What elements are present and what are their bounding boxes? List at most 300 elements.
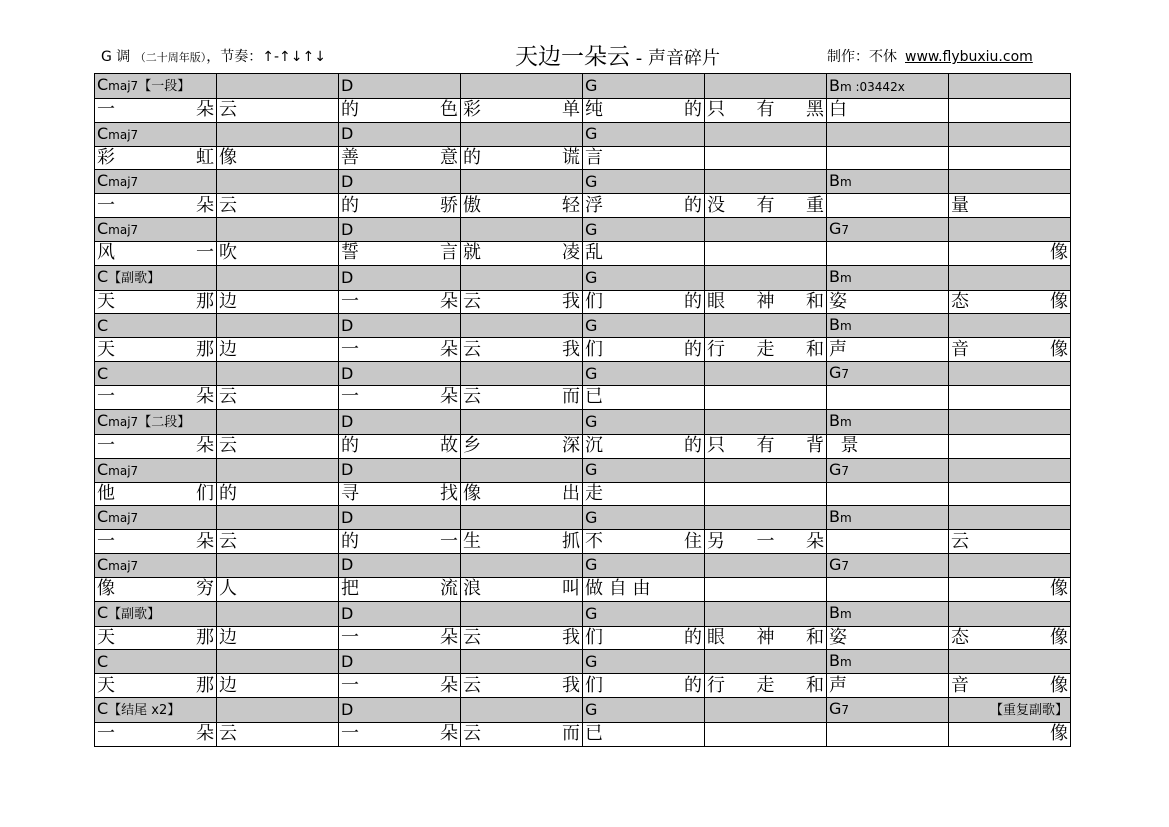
lyric-cell bbox=[583, 434, 705, 458]
lyric-row bbox=[95, 626, 1071, 650]
chord-name: B bbox=[829, 75, 840, 95]
lyric-chars bbox=[585, 483, 702, 505]
lyric-cell bbox=[95, 146, 217, 170]
chord-cell bbox=[217, 506, 339, 530]
chord-cell bbox=[95, 265, 217, 290]
lyric-cell bbox=[949, 99, 1071, 123]
lyric-cell bbox=[339, 722, 461, 746]
lyric-cell bbox=[827, 482, 949, 506]
lyric-chars bbox=[463, 578, 580, 600]
lyric-chars bbox=[951, 339, 1068, 361]
lyric-chars bbox=[341, 627, 458, 649]
lyric-chars bbox=[829, 483, 946, 505]
chord-cell bbox=[95, 650, 217, 674]
lyric-char: 天 bbox=[97, 291, 115, 313]
lyric-char: 的 bbox=[684, 338, 702, 360]
chord-cell bbox=[949, 650, 1071, 674]
lyric-char: 景 bbox=[829, 435, 859, 457]
lyric-chars bbox=[463, 386, 580, 408]
lyric-char: 乡 bbox=[463, 435, 481, 457]
lyric-char: 骄 bbox=[440, 194, 458, 216]
chord-cell bbox=[339, 265, 461, 290]
chord-cell bbox=[339, 409, 461, 434]
chord-cell bbox=[827, 650, 949, 674]
lyric-char: 深 bbox=[562, 435, 580, 457]
lyric-char: 量 bbox=[951, 194, 969, 216]
lyric-chars bbox=[951, 386, 1068, 408]
lyric-chars bbox=[97, 483, 214, 505]
chord-name: G bbox=[585, 555, 598, 575]
lyric-cell bbox=[339, 242, 461, 266]
chord-cell bbox=[705, 409, 827, 434]
lyric-char: 云 bbox=[219, 386, 237, 408]
lyric-chars bbox=[463, 291, 580, 313]
chord-cell bbox=[827, 601, 949, 626]
lyric-chars bbox=[219, 435, 336, 457]
lyric-char: 浮 bbox=[585, 194, 603, 216]
chord-cell bbox=[583, 218, 705, 242]
lyric-chars bbox=[463, 435, 580, 457]
chord-cell bbox=[949, 362, 1071, 386]
lyric-char: 住 bbox=[684, 530, 702, 552]
lyric-char: 一 bbox=[97, 723, 115, 745]
lyric-row bbox=[95, 146, 1071, 170]
chord-cell bbox=[95, 601, 217, 626]
section-label: 【重复副歌】 bbox=[989, 702, 1068, 718]
lyric-cell bbox=[583, 626, 705, 650]
lyric-chars bbox=[585, 99, 702, 121]
lyric-char: 找 bbox=[440, 482, 458, 504]
lyric-chars bbox=[707, 483, 824, 505]
lyric-char: 朵 bbox=[440, 291, 458, 313]
lyric-char: 而 bbox=[562, 386, 580, 408]
lyric-chars bbox=[707, 531, 824, 553]
lyric-chars bbox=[585, 195, 702, 217]
lyric-char: 天 bbox=[97, 626, 115, 648]
lyric-char: 一 bbox=[756, 530, 775, 552]
lyric-char: 善 bbox=[341, 147, 359, 169]
lyric-cell bbox=[705, 290, 827, 314]
lyric-cell bbox=[339, 146, 461, 170]
lyric-row bbox=[95, 482, 1071, 506]
lyric-char: 眼 bbox=[707, 626, 725, 648]
chord-cell bbox=[827, 265, 949, 290]
lyric-cell bbox=[95, 386, 217, 410]
chord-name: B bbox=[829, 651, 840, 671]
lyric-char: 神 bbox=[756, 291, 775, 313]
lyric-cell bbox=[461, 290, 583, 314]
chord-cell bbox=[827, 170, 949, 194]
lyric-cell bbox=[705, 99, 827, 123]
chord-name: D bbox=[341, 507, 354, 527]
lyric-chars bbox=[707, 723, 824, 745]
chord-cell bbox=[95, 218, 217, 242]
lyric-chars bbox=[341, 99, 458, 121]
lyric-cell bbox=[461, 386, 583, 410]
lyric-cell bbox=[949, 530, 1071, 554]
chord-cell bbox=[949, 601, 1071, 626]
lyric-cell bbox=[95, 577, 217, 601]
lyric-row bbox=[95, 194, 1071, 218]
lyric-chars bbox=[341, 723, 458, 745]
lyric-cell bbox=[217, 386, 339, 410]
lyric-char: 朵 bbox=[196, 386, 214, 408]
lyric-char: 那 bbox=[196, 674, 214, 696]
lyric-char: 声 bbox=[829, 674, 847, 696]
section-label: 【结尾 x2】 bbox=[108, 702, 181, 718]
chord-cell bbox=[339, 553, 461, 577]
chord-suffix: 7 bbox=[841, 223, 850, 238]
chord-name: G bbox=[585, 460, 598, 479]
lyric-char: 只 bbox=[707, 99, 725, 121]
rhythm-label: ，节奏： bbox=[206, 49, 263, 65]
lyric-char: 云 bbox=[219, 435, 237, 457]
lyric-cell bbox=[949, 577, 1071, 601]
lyric-cell bbox=[949, 674, 1071, 698]
lyric-cell bbox=[95, 626, 217, 650]
chord-row bbox=[95, 362, 1071, 386]
lyric-chars bbox=[97, 291, 214, 313]
chord-suffix: maj7 bbox=[108, 414, 139, 429]
chord-suffix: m :03442x bbox=[839, 79, 905, 94]
lyric-cell bbox=[827, 434, 949, 458]
lyric-cell bbox=[583, 674, 705, 698]
lyric-row bbox=[95, 386, 1071, 410]
lyric-cell bbox=[949, 146, 1071, 170]
lyric-cell bbox=[949, 242, 1071, 266]
lyric-char: 的 bbox=[341, 194, 359, 216]
lyric-char: 就 bbox=[463, 242, 481, 264]
lyric-char: 云 bbox=[463, 338, 481, 360]
lyric-chars bbox=[951, 483, 1068, 505]
lyric-char: 朵 bbox=[440, 386, 458, 408]
lyric-char: 朵 bbox=[196, 530, 214, 552]
chord-cell bbox=[95, 553, 217, 577]
lyric-char: 的 bbox=[341, 530, 359, 552]
chord-cell bbox=[705, 74, 827, 99]
lyric-char: 行 bbox=[707, 674, 725, 696]
chord-name: B bbox=[829, 603, 840, 623]
lyric-cell bbox=[461, 194, 583, 218]
lyric-chars bbox=[707, 195, 824, 217]
lyric-char: 单 bbox=[562, 99, 580, 121]
song-title-block bbox=[515, 38, 720, 71]
lyric-cell bbox=[339, 99, 461, 123]
lyric-char: 们 bbox=[585, 674, 603, 696]
lyric-cell bbox=[705, 674, 827, 698]
chord-name: D bbox=[341, 363, 354, 383]
lyric-chars bbox=[829, 723, 946, 745]
chord-cell bbox=[949, 74, 1071, 99]
lyric-char: 像 bbox=[463, 482, 481, 504]
lyric-cell bbox=[827, 194, 949, 218]
chord-cell bbox=[95, 362, 217, 386]
lyric-char: 云 bbox=[463, 626, 481, 648]
chord-suffix: 7 bbox=[841, 367, 850, 382]
lyric-chars bbox=[829, 291, 946, 313]
lyric-chars bbox=[219, 291, 336, 313]
lyric-cell bbox=[461, 338, 583, 362]
lyric-chars bbox=[341, 291, 458, 313]
lyric-char: 像 bbox=[219, 147, 237, 169]
chord-name: B bbox=[829, 315, 840, 335]
lyric-chars bbox=[341, 147, 458, 169]
lyric-char: 像 bbox=[1050, 338, 1068, 360]
chord-suffix: maj7 bbox=[108, 127, 139, 142]
chord-cell bbox=[827, 458, 949, 482]
chord-cell bbox=[705, 601, 827, 626]
lyric-char: 不 bbox=[585, 530, 603, 552]
lyric-chars bbox=[463, 242, 580, 264]
chord-name: D bbox=[341, 124, 354, 144]
lyric-cell bbox=[949, 482, 1071, 506]
lyric-char: 神 bbox=[756, 626, 775, 648]
lyric-char: 浪 bbox=[463, 578, 481, 600]
chord-name: D bbox=[341, 171, 354, 191]
lyric-row bbox=[95, 290, 1071, 314]
chord-suffix: 7 bbox=[841, 463, 850, 478]
lyric-chars bbox=[341, 578, 458, 600]
lyric-chars bbox=[951, 675, 1068, 697]
lyric-char: 已 bbox=[585, 386, 603, 408]
chord-suffix: maj7 bbox=[108, 463, 139, 478]
lyric-char: 抓 bbox=[562, 530, 580, 552]
lyric-cell bbox=[95, 194, 217, 218]
lyric-cell bbox=[95, 722, 217, 746]
key-info bbox=[101, 46, 326, 66]
lyric-cell bbox=[217, 99, 339, 123]
lyric-char: 有 bbox=[756, 194, 775, 216]
lyric-cell bbox=[827, 386, 949, 410]
lyric-chars bbox=[707, 627, 824, 649]
lyric-char: 凌 bbox=[562, 242, 580, 264]
lyric-char: 朵 bbox=[440, 626, 458, 648]
chord-name: G bbox=[585, 411, 598, 431]
chord-name: D bbox=[341, 315, 354, 335]
chord-name: C bbox=[97, 698, 109, 718]
lyric-cell bbox=[827, 290, 949, 314]
lyric-cell bbox=[217, 626, 339, 650]
chord-cell bbox=[339, 314, 461, 338]
chord-cell bbox=[217, 697, 339, 722]
lyric-char: 眼 bbox=[707, 291, 725, 313]
lyric-char: 云 bbox=[951, 530, 969, 552]
chord-cell bbox=[461, 265, 583, 290]
lyric-char: 的 bbox=[684, 99, 702, 121]
chord-name: G bbox=[585, 219, 598, 239]
lyric-cell bbox=[827, 99, 949, 123]
lyric-cell bbox=[705, 626, 827, 650]
lyric-chars bbox=[463, 723, 580, 745]
chord-row bbox=[95, 553, 1071, 577]
lyric-char: 已 bbox=[585, 723, 603, 745]
lyric-char: 穷 bbox=[196, 578, 214, 600]
lyric-char: 轻 bbox=[562, 194, 580, 216]
lyric-row bbox=[95, 99, 1071, 123]
lyric-chars bbox=[463, 195, 580, 217]
lyric-char: 色 bbox=[440, 99, 458, 121]
chord-cell bbox=[583, 314, 705, 338]
chord-cell bbox=[95, 122, 217, 146]
lyric-chars bbox=[97, 195, 214, 217]
chord-name: G bbox=[585, 315, 598, 335]
lyric-cell bbox=[339, 290, 461, 314]
site-link[interactable]: www.flybuxiu.com bbox=[905, 49, 1033, 65]
lyric-cell bbox=[95, 530, 217, 554]
lyric-char: 叫 bbox=[562, 578, 580, 600]
lyric-char: 彩 bbox=[97, 147, 115, 169]
chord-name: C bbox=[97, 315, 109, 335]
lyric-chars bbox=[585, 242, 702, 264]
lyric-chars bbox=[707, 675, 824, 697]
lyric-cell bbox=[949, 722, 1071, 746]
lyric-chars bbox=[341, 483, 458, 505]
chord-cell bbox=[339, 697, 461, 722]
chord-cell bbox=[949, 265, 1071, 290]
lyric-chars bbox=[463, 675, 580, 697]
lyric-cell bbox=[705, 434, 827, 458]
lyric-char: 谎 bbox=[562, 147, 580, 169]
chord-cell bbox=[827, 553, 949, 577]
chord-cell bbox=[827, 122, 949, 146]
lyric-chars bbox=[829, 531, 946, 553]
lyric-cell bbox=[217, 482, 339, 506]
chord-name: C bbox=[97, 459, 109, 479]
lyric-char: 言 bbox=[440, 242, 458, 264]
lyric-chars bbox=[585, 435, 702, 457]
lyric-chars bbox=[97, 386, 214, 408]
lyric-chars bbox=[829, 675, 946, 697]
chord-cell bbox=[949, 697, 1071, 722]
chord-name: B bbox=[829, 411, 840, 431]
chord-name: C bbox=[97, 219, 109, 239]
lyric-cell bbox=[217, 290, 339, 314]
chord-cell bbox=[949, 218, 1071, 242]
lyric-char: 一 bbox=[341, 386, 359, 408]
lyric-char: 们 bbox=[585, 338, 603, 360]
chord-row bbox=[95, 650, 1071, 674]
lyric-char: 有 bbox=[756, 99, 775, 121]
lyric-chars bbox=[951, 99, 1068, 121]
lyric-chars bbox=[829, 242, 946, 264]
lyric-chars bbox=[219, 675, 336, 697]
lyric-cell bbox=[339, 338, 461, 362]
lyric-char: 彩 bbox=[463, 99, 481, 121]
chord-cell bbox=[583, 458, 705, 482]
lyric-char: 和 bbox=[806, 626, 824, 648]
chord-cell bbox=[705, 362, 827, 386]
lyric-char: 云 bbox=[463, 291, 481, 313]
lyric-cell bbox=[461, 626, 583, 650]
lyric-char: 和 bbox=[806, 291, 824, 313]
chord-name: C bbox=[97, 363, 109, 383]
lyric-chars bbox=[707, 435, 824, 457]
sheet-header bbox=[95, 36, 1070, 70]
lyric-char: 朵 bbox=[196, 723, 214, 745]
lyric-cell bbox=[461, 242, 583, 266]
lyric-char: 做 自 由 bbox=[585, 578, 651, 600]
lyric-chars bbox=[463, 147, 580, 169]
lyric-cell bbox=[583, 722, 705, 746]
chord-cell bbox=[949, 122, 1071, 146]
chord-cell bbox=[461, 506, 583, 530]
lyric-cell bbox=[95, 99, 217, 123]
lyric-cell bbox=[95, 242, 217, 266]
lyric-row bbox=[95, 338, 1071, 362]
chord-name: C bbox=[97, 602, 109, 622]
lyric-char: 边 bbox=[219, 291, 237, 313]
lyric-char: 边 bbox=[219, 626, 237, 648]
chord-cell bbox=[827, 362, 949, 386]
lyric-char: 的 bbox=[341, 99, 359, 121]
lyric-chars bbox=[219, 386, 336, 408]
chord-cell bbox=[461, 314, 583, 338]
chord-name: G bbox=[585, 267, 598, 287]
lyric-cell bbox=[583, 99, 705, 123]
section-label: 【二段】 bbox=[138, 414, 191, 430]
lyric-chars bbox=[341, 339, 458, 361]
lyric-char: 沉 bbox=[585, 435, 603, 457]
lyric-cell bbox=[583, 577, 705, 601]
chord-cell bbox=[705, 314, 827, 338]
lyric-cell bbox=[705, 338, 827, 362]
lyric-row bbox=[95, 434, 1071, 458]
chord-cell bbox=[949, 553, 1071, 577]
lyric-char: 边 bbox=[219, 338, 237, 360]
chord-row bbox=[95, 74, 1071, 99]
lyric-row bbox=[95, 242, 1071, 266]
lyric-char: 的 bbox=[684, 435, 702, 457]
lyric-chars bbox=[463, 339, 580, 361]
lyric-cell bbox=[339, 530, 461, 554]
lyric-char: 声 bbox=[829, 338, 847, 360]
lyric-char: 态 bbox=[951, 626, 969, 648]
lyric-chars bbox=[97, 723, 214, 745]
lyric-char: 一 bbox=[97, 435, 115, 457]
lyric-cell bbox=[217, 722, 339, 746]
lyric-cell bbox=[217, 146, 339, 170]
chord-name: G bbox=[829, 699, 842, 719]
chord-cell bbox=[705, 553, 827, 577]
lyric-cell bbox=[949, 338, 1071, 362]
lyric-cell bbox=[949, 194, 1071, 218]
chord-cell bbox=[339, 458, 461, 482]
lyric-char: 云 bbox=[463, 386, 481, 408]
chord-cell bbox=[583, 362, 705, 386]
lyric-cell bbox=[827, 577, 949, 601]
lyric-char: 只 bbox=[707, 435, 725, 457]
chord-cell bbox=[705, 122, 827, 146]
lyric-char: 天 bbox=[97, 338, 115, 360]
lyric-char: 像 bbox=[1050, 674, 1068, 696]
chord-cell bbox=[217, 265, 339, 290]
lyric-chars bbox=[219, 723, 336, 745]
maker-info bbox=[827, 46, 1033, 66]
lyric-row bbox=[95, 674, 1071, 698]
chord-name: C bbox=[97, 266, 109, 286]
chord-cell bbox=[461, 553, 583, 577]
lyric-char: 的 bbox=[684, 194, 702, 216]
chord-name: D bbox=[341, 267, 354, 287]
lyric-char: 和 bbox=[806, 674, 824, 696]
lyric-cell bbox=[949, 290, 1071, 314]
lyric-chars bbox=[341, 386, 458, 408]
chord-cell bbox=[217, 409, 339, 434]
chord-row bbox=[95, 218, 1071, 242]
lyric-cell bbox=[339, 386, 461, 410]
chord-cell bbox=[217, 74, 339, 99]
lyric-chars bbox=[341, 531, 458, 553]
